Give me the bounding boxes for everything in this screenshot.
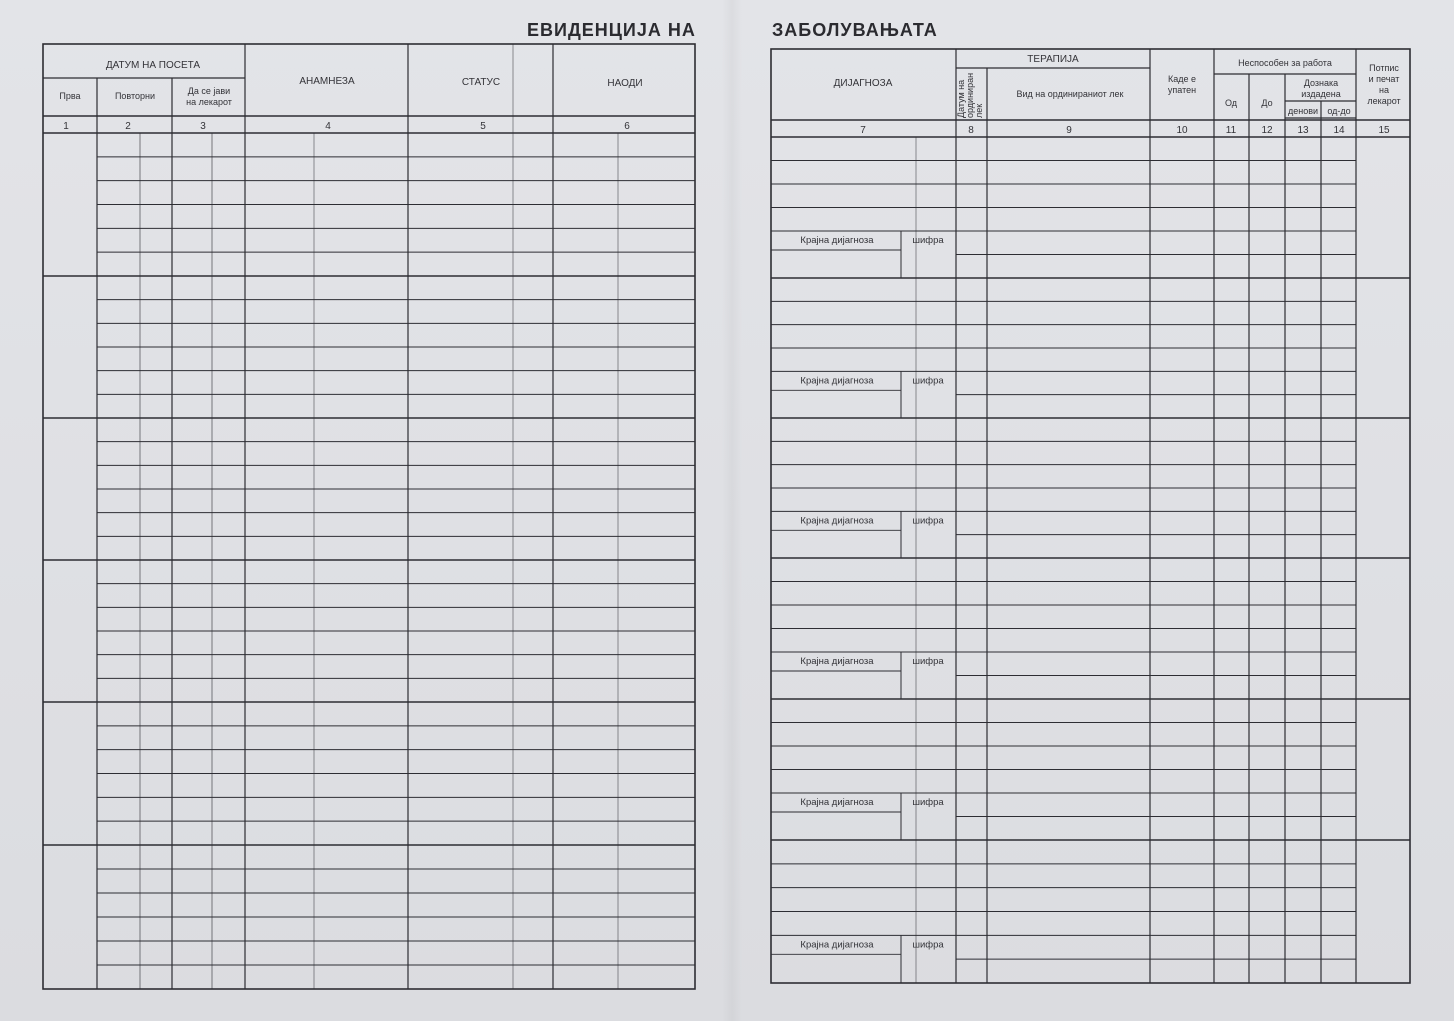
col-num-6: 6 bbox=[624, 121, 630, 132]
header-note-1: Дознака bbox=[1303, 78, 1339, 88]
final-diagnosis-label: Крајна дијагноза bbox=[800, 235, 874, 246]
col-num-8: 8 bbox=[968, 125, 974, 136]
header-first: Прва bbox=[59, 91, 81, 101]
code-label: шифра bbox=[912, 656, 944, 667]
code-label: шифра bbox=[912, 515, 944, 527]
final-diagnosis-label: Крајна дијагноза bbox=[800, 375, 874, 387]
final-diagnosis-label: Крајна дијагноза bbox=[800, 939, 874, 951]
header-incapable: Неспособен за работа bbox=[1238, 58, 1332, 68]
col-num-4: 4 bbox=[325, 121, 331, 132]
title-right: ЗАБОЛУВАЊАТА bbox=[772, 20, 938, 40]
final-diagnosis-label: Крајна дијагноза bbox=[800, 797, 874, 808]
header-sign-3: на bbox=[1379, 85, 1389, 95]
header-status: СТАТУС bbox=[461, 77, 501, 88]
header-note-2: издадена bbox=[1301, 89, 1341, 99]
header-sign-1: Потпис bbox=[1369, 63, 1399, 73]
code-label: шифра bbox=[912, 375, 944, 387]
header-drug-type: Вид на ординираниот лек bbox=[1016, 89, 1124, 99]
header-sign-2: и печат bbox=[1368, 74, 1400, 84]
col-num-12: 12 bbox=[1261, 125, 1273, 136]
header-sign-4: лекарот bbox=[1367, 96, 1401, 106]
header-findings: НАОДИ bbox=[607, 78, 643, 89]
header-date-ordered-3: лек bbox=[974, 103, 984, 118]
col-num-3: 3 bbox=[200, 121, 206, 132]
col-num-11: 11 bbox=[1225, 125, 1237, 136]
col-num-14: 14 bbox=[1333, 125, 1345, 136]
header-date-ordered-1: Датум на bbox=[956, 79, 966, 118]
code-label: шифра bbox=[912, 797, 944, 808]
col-num-13: 13 bbox=[1297, 125, 1309, 136]
col-num-1: 1 bbox=[63, 121, 69, 132]
header-from: Од bbox=[1224, 98, 1238, 108]
col-num-2: 2 bbox=[125, 121, 131, 132]
right-header bbox=[834, 54, 1401, 136]
header-report-1: Да се јави bbox=[187, 86, 231, 96]
col-num-10: 10 bbox=[1176, 125, 1188, 136]
header-anamnesis: АНАМНЕЗА bbox=[299, 76, 355, 87]
final-diagnosis-label: Крајна дијагноза bbox=[800, 515, 874, 527]
header-therapy: ТЕРАПИЈА bbox=[1027, 54, 1079, 65]
left-header bbox=[59, 60, 642, 132]
title-left: ЕВИДЕНЦИЈА НА bbox=[527, 20, 696, 40]
code-label: шифра bbox=[912, 235, 944, 246]
col-num-5: 5 bbox=[480, 121, 486, 132]
header-date-ordered-2: ординиран bbox=[965, 72, 975, 118]
header-referred-1: Каде е bbox=[1167, 74, 1197, 84]
header-from-to: од-до bbox=[1327, 106, 1351, 116]
header-repeat: Повторни bbox=[114, 91, 156, 101]
header-visit-date: ДАТУМ НА ПОСЕТА bbox=[105, 60, 201, 71]
header-report-2: на лекарот bbox=[186, 97, 232, 107]
header-days: денови bbox=[1287, 106, 1319, 116]
final-diagnosis-label: Крајна дијагноза bbox=[800, 656, 874, 667]
header-diagnosis: ДИЈАГНОЗА bbox=[833, 78, 893, 89]
left-table bbox=[43, 44, 695, 989]
col-num-15: 15 bbox=[1378, 125, 1390, 136]
col-num-7: 7 bbox=[860, 125, 866, 136]
header-to: До bbox=[1261, 98, 1273, 108]
col-num-9: 9 bbox=[1066, 125, 1072, 136]
header-referred-2: упатен bbox=[1167, 85, 1197, 95]
code-label: шифра bbox=[912, 939, 944, 951]
